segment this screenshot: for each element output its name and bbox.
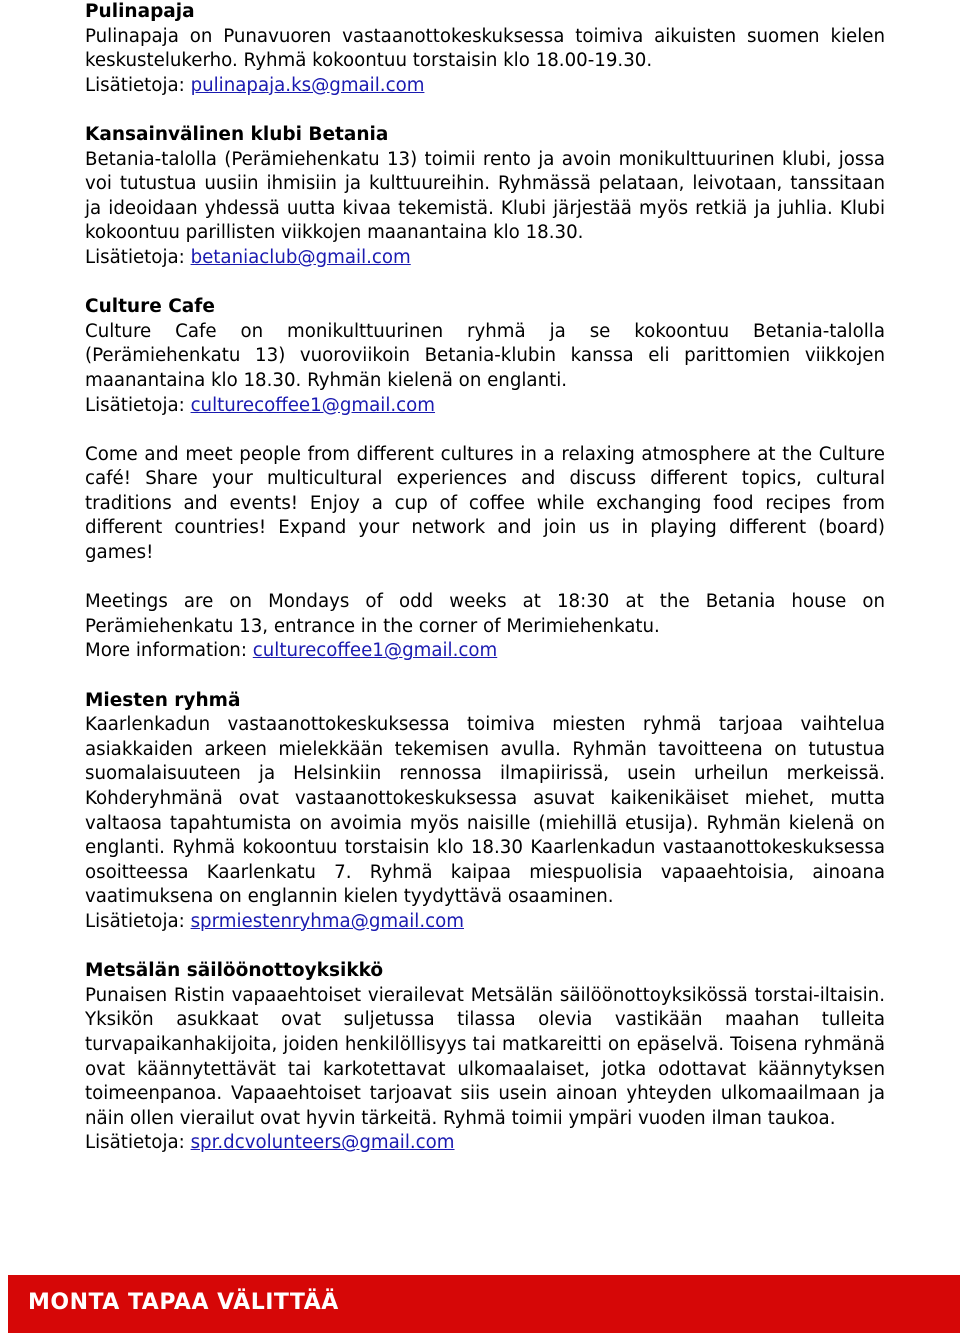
section-title: Culture Cafe <box>85 296 215 318</box>
contact-email-link[interactable]: culturecoffee1@gmail.com <box>252 640 498 662</box>
contact-email-link[interactable]: spr.dcvolunteers@gmail.com <box>190 1132 455 1154</box>
contact-label: Lisätietoja: <box>85 74 185 96</box>
section-culture-cafe <box>85 295 885 664</box>
footer-banner-text: MONTA TAPAA VÄLITTÄÄ <box>28 1290 339 1315</box>
section-title: Pulinapaja <box>85 1 195 22</box>
contact-label: More information: <box>85 640 247 662</box>
section-paragraph: Punaisen Ristin vapaaehtoiset vierailevat Metsälän säilöönottoyksikössä torstai-iltaisin. Yksikön asukkaat ovat suljetussa tilassa olevia vastikään maahan tulleita turvapaikanhakijoita, joiden henkilöllisyys tai matkareitti on epäselvä. Toisena ryhmänä ovat käännytettävät tai karkotettavat ulkomaalaiset, jotka odottavat käännytyksen toimeenpanoa. Vapaaehtoiset tarjoavat siis usein ainoan yhteyden ulkomaailmaan ja näin ollen vierailut ovat hyvin tärkeitä. Ryhmä toimii ympäri vuoden ilman taukoa. <box>85 984 885 1129</box>
contact-email-link[interactable]: pulinapaja.ks@gmail.com <box>190 74 425 96</box>
document-body <box>85 0 885 1156</box>
section-paragraph: Pulinapaja on Punavuoren vastaanottokeskuksessa toimiva aikuisten suomen kielen keskustelukerho. Ryhmä kokoontuu torstaisin klo 18.00-19.30. <box>85 25 885 72</box>
contact-line <box>85 639 885 664</box>
contact-label: Lisätietoja: <box>85 394 185 416</box>
contact-label: Lisätietoja: <box>85 910 185 932</box>
contact-line <box>85 394 885 419</box>
section-paragraph: Kaarlenkadun vastaanottokeskuksessa toimiva miesten ryhmä tarjoaa vaihtelua asiakkaiden arkeen mielekkään tekemisen avulla. Ryhmän tavoitteena on tutustua suomalaisuuteen ja Helsinkiin rennossa ilmapiirissä, usein urheilun merkeissä. Kohderyhmänä ovat vastaanottokeskuksessa asuvat kaikenikäiset miehet, mutta valtaosa tapahtumista on avoimia myös naisille (miehillä etusija). Ryhmän kielenä on englanti. Ryhmä kokoontuu torstaisin klo 18.30 Kaarlenkadun vastaanottokeskuksessa osoitteessa Kaarlenkatu 7. Ryhmä kaipaa miespuolisia vapaaehtoisia, ainoana vaatimuksena on englannin kielen tyydyttävä osaaminen. <box>85 714 885 908</box>
section-metsala <box>85 959 885 1156</box>
contact-line <box>85 910 885 935</box>
contact-line <box>85 1131 885 1156</box>
section-title: Metsälän säilöönottoyksikkö <box>85 960 384 982</box>
contact-label: Lisätietoja: <box>85 1132 185 1154</box>
section-miesten-ryhma <box>85 689 885 935</box>
contact-email-link[interactable]: betaniaclub@gmail.com <box>190 246 411 268</box>
section-title: Miesten ryhmä <box>85 689 241 711</box>
section-paragraph: Culture Cafe on monikulttuurinen ryhmä ja se kokoontuu Betania-talolla (Perämiehenkatu 13) vuoroviikoin Betania-klubin kanssa eli parittomien viikkojen maanantaina klo 18.30. Ryhmän kielenä on englanti. <box>85 320 885 391</box>
footer-banner <box>8 1275 960 1333</box>
section-title: Kansainvälinen klubi Betania <box>85 123 389 145</box>
contact-label: Lisätietoja: <box>85 246 185 268</box>
english-paragraph: Come and meet people from different cultures in a relaxing atmosphere at the Culture café! Share your multicultural experiences and discuss different topics, cultural traditions and events! Enjoy a cup of coffee while exchanging food recipes from different countries! Expand your network and join us in playing different (board) games! <box>85 443 885 564</box>
section-paragraph: Betania-talolla (Perämiehenkatu 13) toimii rento ja avoin monikulttuurinen klubi, jossa voi tutustua uusiin ihmisiin ja kulttuureihin. Ryhmässä pelataan, leivotaan, tanssitaan ja ideoidaan yhdessä uutta kivaa tekemistä. Klubi järjestää myös retkiä ja juhlia. Klubi kokoontuu parillisten viikkojen maanantaina klo 18.30. <box>85 148 885 244</box>
english-paragraph: Meetings are on Mondays of odd weeks at 18:30 at the Betania house on Perämiehenkatu 13, entrance in the corner of Merimiehenkatu. <box>85 591 885 637</box>
contact-email-link[interactable]: culturecoffee1@gmail.com <box>190 394 436 416</box>
contact-line <box>85 74 885 99</box>
contact-email-link[interactable]: sprmiestenryhma@gmail.com <box>190 910 464 932</box>
section-pulinapaja <box>85 0 885 98</box>
contact-line <box>85 246 885 271</box>
section-betania <box>85 123 885 271</box>
